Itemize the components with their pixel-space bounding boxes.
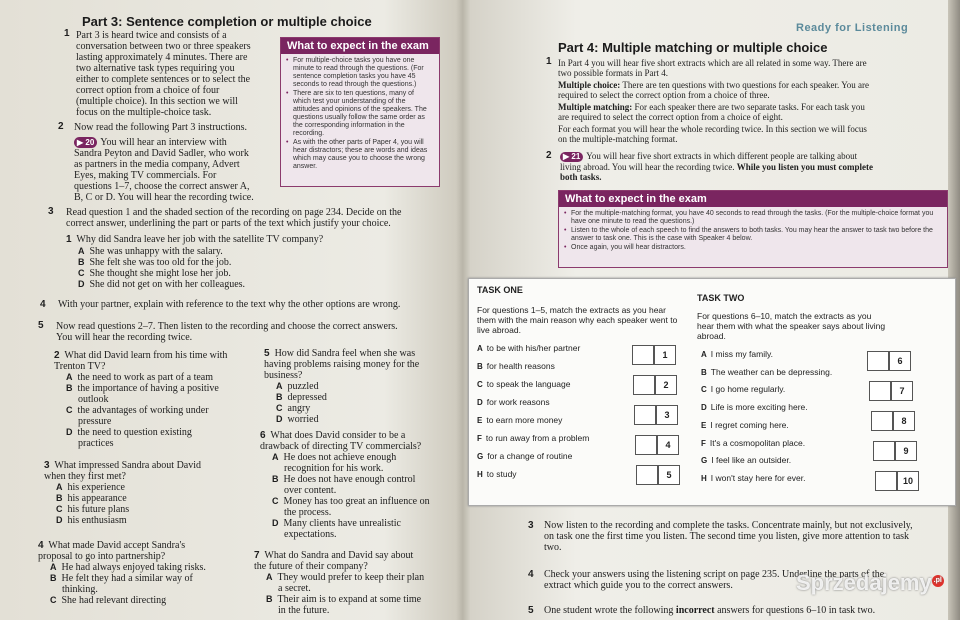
answer-box-number: 6	[889, 351, 911, 371]
option-text: expectations.	[284, 529, 337, 540]
answer-box-number: 4	[657, 435, 679, 455]
option-text: He felt they had a similar way of	[61, 573, 193, 584]
text-fragment: as partners in the media company, Advert	[74, 159, 240, 170]
text-line: on the multiple-matching format.	[558, 134, 678, 144]
option-letter: B	[276, 392, 283, 402]
answer-option	[56, 482, 254, 493]
answer-option	[272, 507, 445, 518]
matching-option	[701, 384, 785, 394]
text-line: extract which guide you to the correct answers.	[544, 580, 733, 591]
option-letter: B	[50, 573, 57, 583]
option-text: his future plans	[67, 504, 130, 515]
format-note	[558, 124, 948, 144]
answer-option	[66, 394, 264, 405]
answer-option	[276, 414, 444, 425]
matching-option	[701, 367, 832, 377]
option-letter: A	[66, 372, 73, 382]
option-text: for work reasons	[486, 397, 550, 407]
option-letter: D	[78, 279, 85, 289]
option-text: He does not have enough control	[283, 474, 416, 485]
answer-option	[66, 416, 264, 427]
answer-option	[50, 595, 248, 606]
option-letter: C	[66, 405, 73, 415]
option-text: over content.	[284, 485, 337, 496]
matching-option	[477, 433, 589, 443]
answer-option	[266, 583, 444, 594]
task-two-instructions	[697, 311, 917, 341]
matching-option	[477, 469, 517, 479]
item-number: 1	[64, 28, 70, 39]
option-text: I feel like an outsider.	[711, 455, 792, 466]
option-text: They would prefer to keep their plan	[277, 572, 425, 583]
option-text: practices	[78, 438, 114, 449]
option-text: I won't stay here for ever.	[710, 472, 806, 483]
option-text: pressure	[78, 416, 112, 427]
running-head: Ready for Listening	[796, 22, 909, 34]
text-fragment: For each speaker there are two separate tasks. For each task you	[634, 102, 865, 112]
answer-option	[272, 463, 445, 474]
text-fragment: drawback of directing TV commercials?	[260, 441, 422, 452]
text-line: Part 3 is heard twice and consists of a	[76, 30, 227, 41]
option-letter: D	[276, 414, 283, 424]
text-fragment: What do Sandra and David say about	[264, 550, 414, 561]
answer-box-number: 7	[891, 381, 913, 401]
option-letter: E	[477, 416, 483, 425]
exam-info-bullets	[559, 207, 947, 256]
answer-option	[78, 279, 245, 290]
audio-track-icon: ▶ 21	[560, 152, 583, 162]
answer-box-blank[interactable]	[635, 435, 657, 455]
answer-option	[272, 452, 445, 463]
option-text: recognition for his work.	[284, 463, 384, 474]
bullet-item: • Listen to the whole of each speech to find the answers to both tasks. You may hear the answer to task two before the answer to task one. This is the case with Speaker 4 below.	[571, 227, 941, 243]
option-text: worried	[287, 414, 319, 425]
question-1: 1 Why did Sandra leave her job with the satellite TV company?	[66, 234, 324, 245]
task-two-title: TASK TWO	[697, 293, 745, 303]
answer-box-number: 3	[656, 405, 678, 425]
answer-option	[66, 405, 264, 416]
item-number: 4	[528, 569, 534, 580]
text-line: Read question 1 and the shaded section of the recording on page 234. Decide on the	[66, 207, 402, 218]
text-fragment: You will hear an interview with	[100, 137, 227, 148]
left-page	[0, 0, 452, 620]
option-text: I regret coming here.	[710, 419, 789, 430]
text-fragment: What did David learn from his time with	[64, 350, 228, 361]
text-line: lasting approximately 4 minutes. There are	[76, 52, 248, 63]
matching-option	[701, 402, 808, 412]
item-number: 4	[40, 299, 46, 310]
option-text: a secret.	[278, 583, 311, 594]
answer-option	[266, 605, 444, 616]
track-instruction	[74, 137, 279, 203]
matching-task-panel	[468, 278, 956, 506]
option-text: for a change of routine	[487, 451, 573, 461]
exam-info-box-title: What to expect in the exam	[281, 38, 439, 54]
question-5: 5 How did Sandra feel when she was having problems raising money for the business? A puzzled B depressed C angry D worried	[264, 348, 444, 425]
option-letter: A	[50, 562, 57, 572]
matching-option	[477, 343, 580, 353]
option-text: I go home regularly.	[710, 384, 786, 395]
option-text: Many clients have unrealistic	[283, 518, 401, 529]
option-letter: D	[56, 515, 63, 525]
text-line: them with the main reason why each speaker went to	[477, 315, 678, 325]
option-text: thinking.	[62, 584, 98, 595]
answer-box-blank[interactable]	[636, 465, 658, 485]
option-text: to be with his/her partner	[486, 343, 581, 353]
text-fragment: B, C or D. You will hear the recording twice.	[74, 192, 254, 203]
option-text: Life is more exciting here.	[710, 402, 808, 413]
option-letter: D	[701, 403, 707, 413]
text-fragment: required to select the correct option from a choice of three.	[558, 90, 770, 100]
text-line: focus on the multiple-choice task.	[76, 107, 212, 118]
option-letter: B	[701, 367, 707, 377]
answer-option	[272, 496, 445, 507]
option-text: his appearance	[67, 493, 127, 504]
question-3: 3 What impressed Sandra about David when they first met? A his experience B his appearance C his future plans D his enthusiasm	[44, 460, 254, 526]
option-letter: B	[56, 493, 63, 503]
option-letter: A	[266, 572, 273, 582]
option-text: in the future.	[278, 605, 330, 616]
text-fragment: What made David accept Sandra's	[48, 540, 186, 551]
option-text: the need to work as part of a team	[77, 372, 214, 383]
answer-option	[272, 474, 445, 485]
answer-option	[66, 372, 264, 383]
option-text: He does not achieve enough	[283, 452, 397, 463]
bullet-item: • As with the other parts of Paper 4, you will hear distractors; these are words and ideas which may cause you to choose the wrong answer.	[293, 139, 433, 171]
answer-box-number: 5	[658, 465, 680, 485]
text-fragment: Eyes, making TV commercials. For	[74, 170, 217, 181]
part3-intro	[76, 30, 276, 118]
option-letter: A	[477, 344, 483, 353]
option-letter: A	[78, 246, 85, 256]
option-letter: C	[276, 403, 283, 413]
item-number: 3	[528, 520, 534, 531]
option-letter: H	[701, 473, 707, 483]
matching-option	[701, 349, 773, 359]
question-4: 4 What made David accept Sandra's proposal to go into partnership? A He had always enjoyed taking risks. B He felt they had a similar way of thinking. C She had relevant directing	[38, 540, 248, 606]
option-text: puzzled	[287, 381, 319, 392]
answer-option	[56, 493, 254, 504]
text-fragment: proposal to go into partnership?	[38, 551, 166, 562]
instruction-text	[56, 321, 446, 343]
option-text: She did not get on with her colleagues.	[89, 279, 246, 290]
answer-option	[272, 485, 445, 496]
option-letter: A	[701, 350, 707, 359]
answer-option	[266, 572, 444, 583]
option-letter: C	[272, 496, 279, 506]
text-fragment: the future of their company?	[254, 561, 368, 572]
part3-title: Part 3: Sentence completion or multiple choice	[82, 14, 372, 29]
text-line: two possible formats in Part 4.	[558, 68, 668, 78]
text-line: conversation between two or three speakers	[76, 41, 251, 52]
option-text: to study	[486, 469, 517, 479]
item-number: 2	[546, 150, 552, 161]
option-letter: A	[272, 452, 279, 462]
text-line: Check your answers using the listening script on page 235. Underline the parts of the	[544, 569, 885, 580]
multiple-choice-desc: Multiple choice: There are ten questions with two questions for each speaker. You are required to select the correct option from a choice of three.	[558, 80, 870, 100]
bullet-item: • Once again, you will hear distractors.	[571, 244, 941, 252]
answer-option	[50, 562, 248, 573]
item-number: 5	[38, 320, 44, 331]
option-letter: C	[78, 268, 85, 278]
option-letter: D	[477, 398, 483, 407]
matching-option	[477, 361, 555, 371]
item-number: 1	[546, 56, 552, 67]
option-text: to run away from a problem	[485, 433, 590, 443]
instruction-text: With your partner, explain with reference to the text why the other options are wrong.	[58, 299, 401, 310]
text-line: For questions 6–10, match the extracts as you	[697, 311, 872, 321]
option-text: the advantages of working under	[77, 405, 209, 416]
exam-info-box-left	[280, 37, 440, 187]
answer-box-blank[interactable]	[871, 411, 893, 431]
option-letter: C	[701, 385, 707, 395]
option-letter: B	[66, 383, 73, 393]
answer-option	[50, 573, 248, 584]
item-number: 3	[48, 206, 54, 217]
text-line: In Part 4 you will hear five short extracts which are all related in some way. There are	[558, 58, 867, 68]
text-fragment: What impressed Sandra about David	[54, 460, 202, 471]
option-text: She had relevant directing	[61, 595, 167, 606]
option-letter: B	[477, 362, 483, 371]
option-text: the process.	[284, 507, 332, 518]
answer-option	[266, 594, 444, 605]
bullet-item: • There are six to ten questions, many of which test your understanding of the attitudes and opinions of the speakers. The questions usually follow the same order as the corresponding information in the recording.	[293, 90, 433, 138]
multiple-matching-desc: Multiple matching: For each speaker there are two separate tasks. For each task you are required to select the correct option from a choice of eight.	[558, 102, 865, 122]
text-fragment: living abroad. You will hear the recording twice.	[560, 162, 735, 172]
text-line: two alternative task types requiring you	[76, 63, 235, 74]
text-fragment: What does David consider to be a	[270, 430, 406, 441]
exam-info-box-right	[558, 190, 948, 268]
text-line: (multiple choice). In this section we will	[76, 96, 238, 107]
text-fragment: You will hear five short extracts in which different people are talking about	[586, 151, 858, 161]
option-text: angry	[287, 403, 311, 414]
option-text: the importance of having a positive	[77, 383, 219, 394]
option-letter: C	[50, 595, 57, 605]
option-letter: H	[477, 470, 483, 479]
matching-option	[477, 379, 570, 389]
bullet-item: • For the multiple-matching format, you have 40 seconds to read through the tasks. (For the multiple-choice format you have one minute to read the questions.)	[571, 210, 941, 226]
option-text: Money has too great an influence on	[283, 496, 430, 507]
option-letter: A	[56, 482, 63, 492]
question-6: 6 What does David consider to be a drawback of directing TV commercials? A He does not achieve enough recognition for his work. B He does not have enough control over content. C Money has too great an influence on the process. D Many clients have unrealistic expectations.	[260, 430, 445, 540]
answer-option	[272, 529, 445, 540]
text-line: Now listen to the recording and complete the tasks. Concentrate mainly, but not exclusively,	[544, 520, 913, 531]
answer-box-blank[interactable]	[873, 441, 895, 461]
option-text: It's a cosmopolitan place.	[709, 437, 806, 448]
answer-option	[272, 518, 445, 529]
text-line: correct option from a choice of four	[76, 85, 220, 96]
exam-info-bullets	[281, 54, 439, 175]
option-text: outlook	[78, 394, 109, 405]
text-line: Now read questions 2–7. Then listen to the recording and choose the correct answers.	[56, 321, 398, 332]
task-one-title: TASK ONE	[477, 285, 523, 295]
option-text: The weather can be depressing.	[710, 366, 833, 377]
answer-box-number: 8	[893, 411, 915, 431]
option-text: the need to question existing	[77, 427, 192, 438]
option-letter: D	[66, 427, 73, 437]
answer-box-number: 10	[897, 471, 919, 491]
text-line: either to complete sentences or to select the	[76, 74, 251, 85]
track-instruction: ▶ 21 You will hear five short extracts in which different people are talking about living abroad. You will hear the recording twice. While you listen you must complete both tasks.	[560, 151, 873, 182]
option-text: She thought she might lose her job.	[89, 268, 231, 279]
option-text: She was unhappy with the salary.	[89, 246, 223, 257]
question-7: 7 What do Sandra and David say about the future of their company? A They would prefer to keep their plan a secret. B Their aim is to expand at some time in the future.	[254, 550, 444, 616]
text-line: For questions 1–5, match the extracts as you hear	[477, 305, 666, 315]
text-fragment: How did Sandra feel when she was	[274, 348, 416, 359]
option-letter: F	[477, 434, 482, 443]
text-fragment: when they first met?	[44, 471, 126, 482]
answer-box-blank[interactable]	[634, 405, 656, 425]
text-line: You will hear the recording twice.	[56, 332, 193, 343]
answer-option	[66, 383, 264, 394]
part4-intro	[558, 58, 948, 78]
answer-box-blank[interactable]	[632, 345, 654, 365]
text-line: live abroad.	[477, 325, 521, 335]
text-line: hear them with what the speaker says about living	[697, 321, 886, 331]
option-letter: B	[78, 257, 85, 267]
text-line: correct answer, underlining the part or parts of the text which justify your choice.	[66, 218, 391, 229]
text-line: on task one the first time you listen. The second time you listen, give more attention to task	[544, 531, 910, 542]
text-fragment: Sandra Peyton and David Sadler, who work	[74, 148, 249, 159]
part4-title: Part 4: Multiple matching or multiple choice	[558, 40, 828, 55]
instruction-text: One student wrote the following incorrect answers for questions 6–10 in task two.	[544, 605, 876, 616]
answer-option	[276, 381, 444, 392]
watermark-logo: Sprzedajemy .pl	[796, 570, 942, 595]
matching-option	[701, 473, 805, 483]
answer-option	[276, 392, 444, 403]
matching-option	[701, 420, 789, 430]
option-letter: E	[701, 420, 707, 430]
answer-option	[56, 504, 254, 515]
text-fragment: Trenton TV?	[54, 361, 106, 372]
answer-box-blank[interactable]	[633, 375, 655, 395]
task-one-instructions	[477, 305, 697, 335]
option-letter: F	[701, 438, 706, 448]
answer-box-blank[interactable]	[867, 351, 889, 371]
option-text: She felt she was too old for the job.	[89, 257, 232, 268]
option-text: his experience	[67, 482, 125, 493]
text-fragment: There are ten questions with two questions for each speaker. You are	[622, 80, 870, 90]
text-fragment: questions 1–7, choose the correct answer A,	[74, 181, 250, 192]
audio-track-icon: ▶ 20	[74, 137, 97, 148]
option-letter: G	[477, 452, 484, 461]
answer-box-blank[interactable]	[869, 381, 891, 401]
text-line: For each format you will hear the whole recording twice. In this section we will focus	[558, 124, 867, 134]
item-number: 2	[58, 121, 64, 132]
item-number: 5	[528, 605, 534, 616]
answer-option	[78, 246, 245, 257]
answer-option	[66, 427, 264, 438]
option-text: Their aim is to expand at some time	[277, 594, 422, 605]
option-letter: C	[477, 380, 483, 389]
text-fragment: having problems raising money for the	[264, 359, 420, 370]
option-text: to earn more money	[486, 415, 563, 425]
option-letter: D	[272, 518, 279, 528]
option-text: his enthusiasm	[67, 515, 127, 526]
option-text: depressed	[287, 392, 327, 403]
option-letter: B	[272, 474, 279, 484]
matching-option	[477, 397, 550, 407]
matching-option	[701, 438, 805, 448]
text-fragment: are required to select the correct option from a choice of eight.	[558, 112, 783, 122]
question-1-options	[78, 246, 245, 290]
bullet-item: • For multiple-choice tasks you have one minute to read through the questions. (For sentence completion tasks you have 45 seconds to read through the questions.)	[293, 57, 433, 89]
answer-option	[78, 257, 245, 268]
option-letter: A	[276, 381, 283, 391]
instruction-text: Now read the following Part 3 instructions.	[74, 122, 248, 133]
option-letter: B	[266, 594, 273, 604]
answer-option	[56, 515, 254, 526]
option-text: He had always enjoyed taking risks.	[61, 562, 206, 573]
answer-option	[78, 268, 245, 279]
option-letter: C	[56, 504, 63, 514]
exam-info-box-title: What to expect in the exam	[559, 191, 947, 207]
question-2: 2 What did David learn from his time with Trenton TV? A the need to work as part of a team B the importance of having a positive outlook C the advantages of working under pressure D the need to question existing practices	[54, 350, 264, 449]
answer-option	[276, 403, 444, 414]
answer-box-number: 1	[654, 345, 676, 365]
matching-option	[477, 451, 572, 461]
option-letter: G	[701, 456, 708, 466]
answer-box-number: 2	[655, 375, 677, 395]
text-line: abroad.	[697, 331, 726, 341]
text-fragment: business?	[264, 370, 303, 381]
text-line: two.	[544, 542, 562, 553]
answer-option	[50, 584, 248, 595]
instruction-text	[66, 207, 446, 229]
answer-box-blank[interactable]	[875, 471, 897, 491]
option-text: to speak the language	[486, 379, 571, 389]
option-text: I miss my family.	[710, 349, 773, 359]
answer-box-number: 9	[895, 441, 917, 461]
matching-option	[701, 455, 791, 465]
instruction-text	[544, 520, 950, 553]
answer-option	[66, 438, 264, 449]
option-text: for health reasons	[486, 361, 555, 371]
matching-option	[477, 415, 562, 425]
